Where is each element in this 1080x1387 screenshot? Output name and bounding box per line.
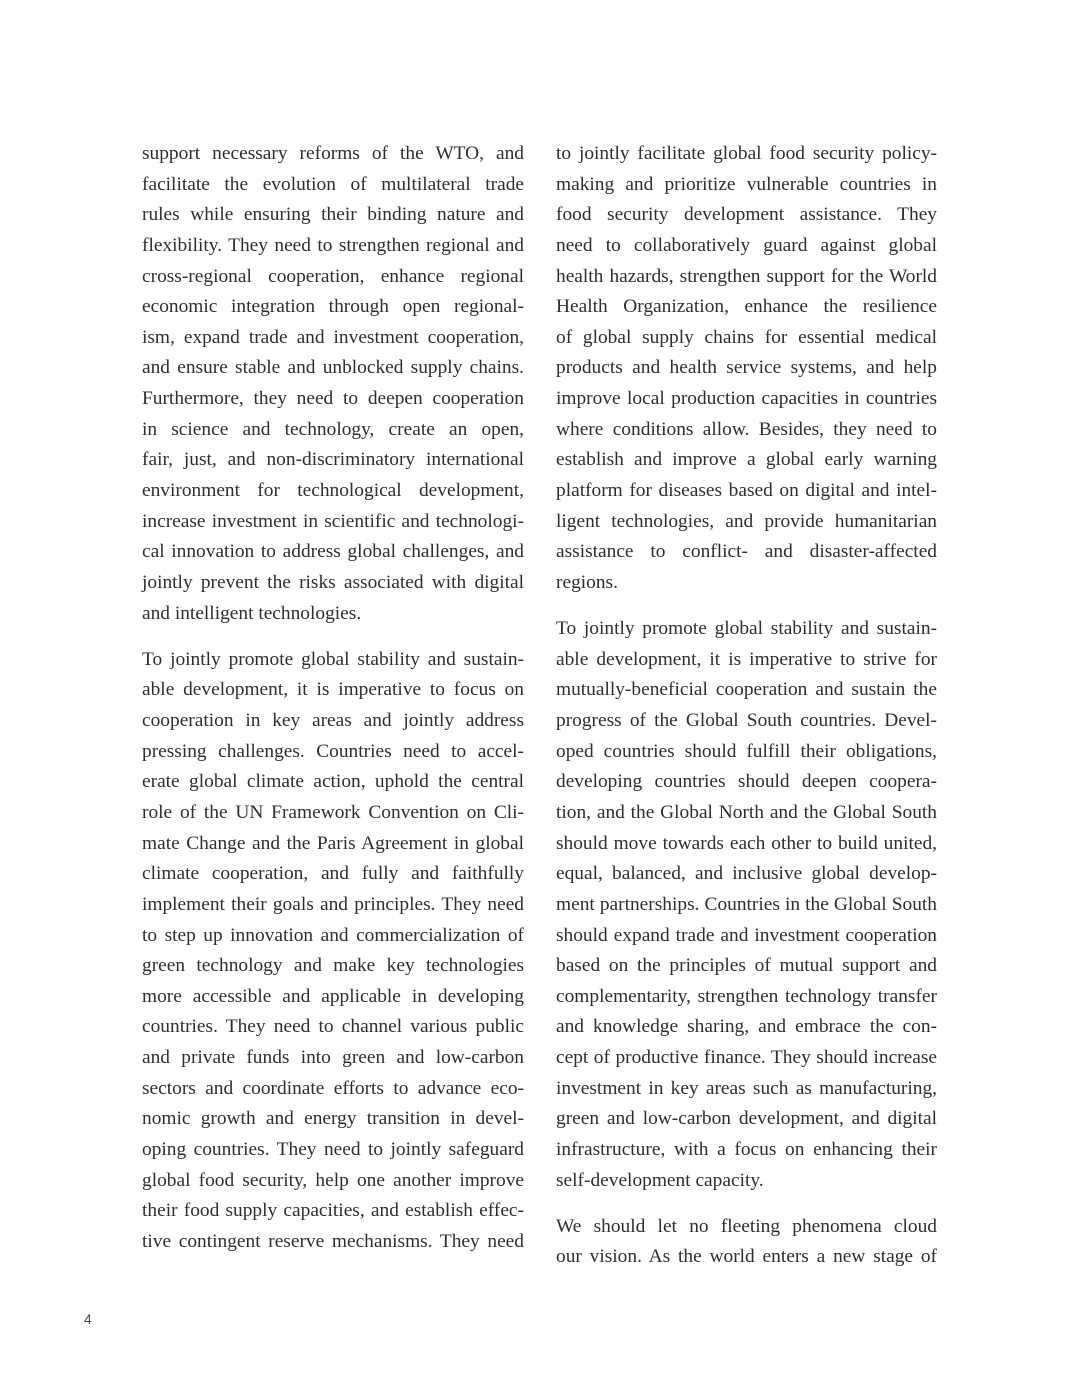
text-line: To jointly promote global stability and sustain- bbox=[556, 618, 937, 640]
text-line: complementarity, strengthen technology transfer bbox=[556, 985, 937, 1007]
text-line: in science and technology, create an open, bbox=[142, 418, 524, 440]
text-line: need to collaboratively guard against global bbox=[556, 234, 937, 256]
text-line: and ensure stable and unblocked supply chains. bbox=[142, 357, 524, 379]
text-line: Health Organization, enhance the resilience bbox=[556, 296, 937, 318]
text-line: to step up innovation and commercialization of bbox=[142, 924, 524, 946]
text-line: our vision. As the world enters a new stage of bbox=[556, 1246, 937, 1268]
text-line: green technology and make key technologies bbox=[142, 955, 524, 977]
text-line: should expand trade and investment cooperation bbox=[556, 924, 937, 946]
text-line: ism, expand trade and investment cooperation, bbox=[142, 326, 524, 348]
text-line: We should let no fleeting phenomena cloud bbox=[556, 1215, 937, 1237]
text-line: To jointly promote global stability and sustain- bbox=[142, 648, 524, 670]
text-line: progress of the Global South countries. Devel- bbox=[556, 710, 937, 732]
text-line: platform for diseases based on digital and intel- bbox=[556, 480, 937, 502]
text-line: cross-regional cooperation, enhance regional bbox=[142, 265, 524, 287]
text-line: nomic growth and energy transition in devel- bbox=[142, 1108, 524, 1130]
text-line: jointly prevent the risks associated with digital bbox=[142, 571, 524, 593]
text-line: ligent technologies, and provide humanitarian bbox=[556, 510, 937, 532]
text-line: cal innovation to address global challenges, and bbox=[142, 541, 524, 563]
text-line: their food supply capacities, and establish effec- bbox=[142, 1200, 524, 1222]
text-line: rules while ensuring their binding nature and bbox=[142, 204, 524, 226]
text-line: investment in key areas such as manufacturing, bbox=[556, 1077, 937, 1099]
text-line: and intelligent technologies. bbox=[142, 602, 362, 624]
text-line: food security development assistance. They bbox=[556, 204, 937, 226]
text-line: support necessary reforms of the WTO, and bbox=[142, 143, 524, 164]
text-line: health hazards, strengthen support for the World bbox=[556, 265, 937, 287]
text-line: developing countries should deepen coopera- bbox=[556, 771, 937, 793]
text-line: establish and improve a global early warning bbox=[556, 449, 937, 471]
text-line: ment partnerships. Countries in the Global South bbox=[556, 893, 937, 915]
text-line: should move towards each other to build united, bbox=[556, 832, 937, 854]
text-line: global food security, help one another improve bbox=[142, 1169, 524, 1191]
text-line: oped countries should fulfill their obligations, bbox=[556, 740, 937, 762]
text-line: assistance to conflict- and disaster-affected bbox=[556, 541, 937, 563]
text-line: able development, it is imperative to focus on bbox=[142, 679, 524, 701]
text-line: improve local production capacities in countries bbox=[556, 388, 937, 410]
text-line: and private funds into green and low-carbon bbox=[142, 1047, 524, 1069]
text-line: Furthermore, they need to deepen cooperation bbox=[142, 388, 524, 410]
left-text-column bbox=[142, 139, 524, 1273]
text-line: tive contingent reserve mechanisms. They need bbox=[142, 1230, 524, 1252]
text-line: products and health service systems, and help bbox=[556, 357, 937, 379]
text-line: equal, balanced, and inclusive global develop- bbox=[556, 863, 937, 885]
paragraph-trade-and-technology bbox=[142, 139, 524, 629]
page-number: 4 bbox=[84, 1311, 92, 1327]
text-line: flexibility. They need to strengthen regional and bbox=[142, 234, 524, 256]
text-line: erate global climate action, uphold the central bbox=[142, 771, 524, 793]
text-line: sectors and coordinate efforts to advance eco- bbox=[142, 1077, 524, 1099]
text-line: pressing challenges. Countries need to accel- bbox=[142, 740, 524, 762]
text-line: implement their goals and principles. They need bbox=[142, 893, 524, 915]
paragraph-vision bbox=[556, 1212, 937, 1273]
text-line: climate cooperation, and fully and faithfully bbox=[142, 863, 524, 885]
text-line: more accessible and applicable in developing bbox=[142, 985, 524, 1007]
text-line: making and prioritize vulnerable countries in bbox=[556, 173, 937, 195]
text-line: and knowledge sharing, and embrace the con- bbox=[556, 1016, 937, 1038]
text-line: mutually-beneficial cooperation and sustain the bbox=[556, 679, 937, 701]
text-line: countries. They need to channel various public bbox=[142, 1016, 524, 1038]
paragraph-key-areas-cooperation bbox=[142, 645, 524, 1258]
text-line: facilitate the evolution of multilateral trade bbox=[142, 173, 524, 195]
text-line: where conditions allow. Besides, they need to bbox=[556, 418, 937, 440]
text-line: environment for technological development, bbox=[142, 480, 524, 502]
text-line: role of the UN Framework Convention on Cli- bbox=[142, 801, 524, 823]
text-line: self-development capacity. bbox=[556, 1169, 764, 1191]
text-line: regions. bbox=[556, 571, 618, 593]
text-line: fair, just, and non-discriminatory international bbox=[142, 449, 524, 471]
text-line: based on the principles of mutual support and bbox=[556, 955, 937, 977]
text-line: to jointly facilitate global food security policy- bbox=[556, 143, 937, 164]
text-line: cept of productive finance. They should increase bbox=[556, 1047, 937, 1069]
text-line: tion, and the Global North and the Global South bbox=[556, 801, 937, 823]
text-line: oping countries. They need to jointly safeguard bbox=[142, 1139, 524, 1160]
paragraph-global-south-cooperation bbox=[556, 614, 937, 1196]
text-line: mate Change and the Paris Agreement in global bbox=[142, 832, 524, 854]
text-line: increase investment in scientific and technologi- bbox=[142, 510, 524, 532]
text-line: green and low-carbon development, and digital bbox=[556, 1108, 937, 1130]
right-text-column bbox=[556, 139, 937, 1289]
paragraph-food-and-health-security bbox=[556, 139, 937, 599]
text-line: economic integration through open regional- bbox=[142, 296, 524, 318]
text-line: cooperation in key areas and jointly address bbox=[142, 710, 524, 732]
text-line: infrastructure, with a focus on enhancing their bbox=[556, 1139, 937, 1160]
text-line: of global supply chains for essential medical bbox=[556, 326, 937, 348]
text-line: able development, it is imperative to strive for bbox=[556, 648, 937, 670]
